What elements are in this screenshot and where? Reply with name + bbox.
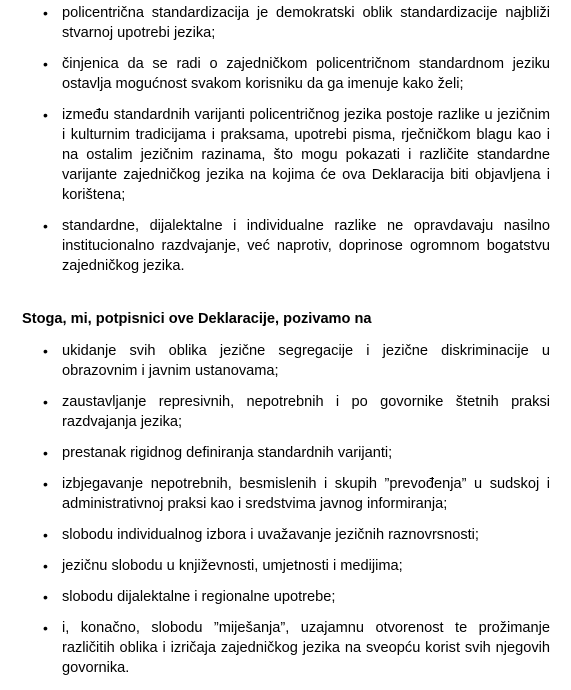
list-item	[0, 443, 571, 463]
list-item	[0, 341, 571, 381]
section-heading: Stoga, mi, potpisnici ove Deklaracije, pozivamo na	[22, 311, 372, 327]
list-item	[0, 587, 571, 607]
list-item-text: policentrična standardizacija je demokratski oblik standardizacije najbliži stvarnoj upotrebi jezika;	[62, 5, 550, 41]
list-item-text: između standardnih varijanti policentričnog jezika postoje razlike u jezičnim i kulturnim tradicijama i praksama, upotrebi pisma, rječničkom blagu kao i na ostalim jezičnim razinama, što mogu pokazati i različite standardne varijante zajedničkog jezika na kojima će ova Deklaracija biti objavljena i korištena;	[62, 107, 550, 203]
list-item	[0, 525, 571, 545]
list-item-text: standardne, dijalektalne i individualne razlike ne opravdavaju nasilno institucionalno razdvajanje, već naprotiv, doprinose ogromnom bogatstvu zajedničkog jezika.	[62, 218, 550, 274]
list-item-text: jezičnu slobodu u književnosti, umjetnosti i medijima;	[62, 558, 403, 574]
bullet-icon: •	[43, 558, 48, 574]
list-item	[0, 474, 571, 514]
list-item	[0, 216, 571, 276]
list-item	[0, 392, 571, 432]
bullet-icon: •	[43, 107, 48, 123]
list-item-text: zaustavljanje represivnih, nepotrebnih i po govornike štetnih praksi razdvajanja jezika;	[62, 394, 550, 430]
bullet-icon: •	[43, 476, 48, 492]
list-item	[0, 3, 571, 43]
list-item	[0, 54, 571, 94]
bullet-icon: •	[43, 343, 48, 359]
list-item-text: ukidanje svih oblika jezične segregacije i jezične diskriminacije u obrazovnim i javnim ustanovama;	[62, 343, 550, 379]
list-item-text: prestanak rigidnog definiranja standardnih varijanti;	[62, 445, 393, 461]
bullet-icon: •	[43, 620, 48, 636]
bullet-icon: •	[43, 394, 48, 410]
list-item-text: izbjegavanje nepotrebnih, besmislenih i skupih ”prevođenja” u sudskoj i administrativnoj praksi kao i sredstvima javnog informiranja;	[62, 476, 550, 512]
list-item	[0, 105, 571, 205]
list-item-text: i, konačno, slobodu ”miješanja”, uzajamnu otvorenost te prožimanje različitih oblika i izričaja zajedničkog jezika na sveopću korist svih njegovih govornika.	[62, 620, 550, 676]
bullet-icon: •	[43, 527, 48, 543]
bullet-icon: •	[43, 56, 48, 72]
list-item-text: činjenica da se radi o zajedničkom policentričnom standardnom jeziku ostavlja mogućnost svakom korisniku da ga imenuje kako želi;	[62, 56, 550, 92]
list-item	[0, 618, 571, 678]
bullet-icon: •	[43, 445, 48, 461]
bullet-icon: •	[43, 5, 48, 21]
list-item-text: slobodu dijalektalne i regionalne upotrebe;	[62, 589, 336, 605]
list-item	[0, 556, 571, 576]
bullet-icon: •	[43, 218, 48, 234]
demands-list	[0, 341, 571, 689]
bullet-icon: •	[43, 589, 48, 605]
principles-list	[0, 3, 571, 287]
list-item-text: slobodu individualnog izbora i uvažavanje jezičnih raznovrsnosti;	[62, 527, 479, 543]
